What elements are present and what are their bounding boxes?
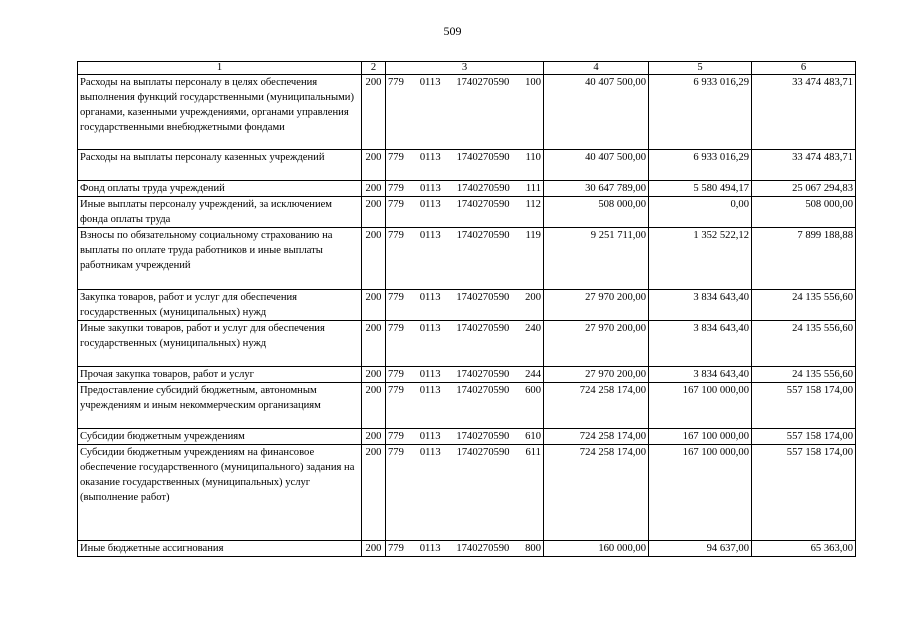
header-row: [78, 62, 856, 75]
row-classification-code: [386, 541, 544, 557]
row-type: 240: [525, 323, 541, 334]
row-target: 1740270590: [456, 230, 510, 241]
row-name: Расходы на выплаты персоналу казенных учреждений: [80, 152, 325, 163]
row-admin-code: 200: [362, 383, 386, 429]
row-col5: 167 100 000,00: [649, 445, 752, 541]
table-row: [78, 445, 856, 541]
row-col6: 7 899 188,88: [752, 228, 856, 290]
row-type: 100: [525, 77, 541, 88]
row-name: Фонд оплаты труда учреждений: [80, 183, 225, 194]
header-col-1: 1: [78, 62, 362, 75]
row-section: 779: [388, 385, 404, 396]
row-col4: 30 647 789,00: [544, 181, 649, 197]
row-section: 779: [388, 431, 404, 442]
row-type: 600: [525, 385, 541, 396]
row-col6: 557 158 174,00: [752, 383, 856, 429]
row-name: Субсидии бюджетным учреждениям: [80, 431, 245, 442]
row-name: Субсидии бюджетным учреждениям на финансовое обеспечение государственного (муниципального) задания на оказание государственных (муниципальных) услуг (выполнение работ): [80, 447, 355, 503]
header-col-2: 2: [362, 62, 386, 75]
row-admin-code: 200: [362, 429, 386, 445]
row-name-cell: [78, 321, 362, 367]
row-subsection: 0113: [419, 431, 441, 442]
row-section: 779: [388, 543, 404, 554]
row-col5: 1 352 522,12: [649, 228, 752, 290]
table-row: [78, 383, 856, 429]
row-name: Закупка товаров, работ и услуг для обеспечения государственных (муниципальных) нужд: [80, 292, 298, 318]
row-subsection: 0113: [419, 152, 441, 163]
row-col5: 94 637,00: [649, 541, 752, 557]
row-col4: 724 258 174,00: [544, 383, 649, 429]
row-classification-code: [386, 383, 544, 429]
row-col6: 24 135 556,60: [752, 367, 856, 383]
row-col6: 33 474 483,71: [752, 75, 856, 150]
row-name-cell: [78, 383, 362, 429]
row-col5: 3 834 643,40: [649, 321, 752, 367]
row-target: 1740270590: [456, 543, 510, 554]
header-col-6: 6: [752, 62, 856, 75]
row-subsection: 0113: [419, 183, 441, 194]
row-target: 1740270590: [456, 77, 510, 88]
table-row: [78, 197, 856, 228]
row-col4: 160 000,00: [544, 541, 649, 557]
row-type: 611: [525, 447, 541, 458]
row-col4: 724 258 174,00: [544, 445, 649, 541]
table-row: [78, 228, 856, 290]
row-col6: 24 135 556,60: [752, 290, 856, 321]
row-name: Иные закупки товаров, работ и услуг для обеспечения государственных (муниципальных) нужд: [80, 323, 325, 349]
row-col5: 6 933 016,29: [649, 75, 752, 150]
row-type: 244: [525, 369, 541, 380]
row-col4: 27 970 200,00: [544, 367, 649, 383]
row-subsection: 0113: [419, 77, 441, 88]
row-name-cell: [78, 290, 362, 321]
row-classification-code: [386, 75, 544, 150]
row-target: 1740270590: [456, 152, 510, 163]
row-subsection: 0113: [419, 323, 441, 334]
row-col6: 24 135 556,60: [752, 321, 856, 367]
row-col4: 27 970 200,00: [544, 290, 649, 321]
row-subsection: 0113: [419, 385, 441, 396]
row-subsection: 0113: [419, 543, 441, 554]
row-admin-code: 200: [362, 367, 386, 383]
row-section: 779: [388, 183, 404, 194]
table-row: [78, 150, 856, 181]
row-name-cell: [78, 150, 362, 181]
row-subsection: 0113: [419, 369, 441, 380]
row-col4: 27 970 200,00: [544, 321, 649, 367]
row-classification-code: [386, 367, 544, 383]
row-type: 610: [525, 431, 541, 442]
row-col6: 33 474 483,71: [752, 150, 856, 181]
row-col5: 0,00: [649, 197, 752, 228]
row-col6: 508 000,00: [752, 197, 856, 228]
table-row: [78, 367, 856, 383]
row-col4: 724 258 174,00: [544, 429, 649, 445]
row-name-cell: [78, 75, 362, 150]
row-target: 1740270590: [456, 183, 510, 194]
row-target: 1740270590: [456, 323, 510, 334]
row-name-cell: [78, 367, 362, 383]
row-name-cell: [78, 228, 362, 290]
row-target: 1740270590: [456, 385, 510, 396]
row-type: 119: [525, 230, 541, 241]
budget-table: [77, 61, 856, 557]
row-admin-code: 200: [362, 290, 386, 321]
row-target: 1740270590: [456, 369, 510, 380]
row-target: 1740270590: [456, 447, 510, 458]
row-admin-code: 200: [362, 541, 386, 557]
row-col6: 65 363,00: [752, 541, 856, 557]
row-type: 110: [525, 152, 541, 163]
row-classification-code: [386, 290, 544, 321]
row-admin-code: 200: [362, 197, 386, 228]
row-col5: 167 100 000,00: [649, 429, 752, 445]
row-admin-code: 200: [362, 228, 386, 290]
row-type: 200: [525, 292, 541, 303]
row-target: 1740270590: [456, 292, 510, 303]
row-admin-code: 200: [362, 150, 386, 181]
row-col5: 5 580 494,17: [649, 181, 752, 197]
row-section: 779: [388, 152, 404, 163]
row-section: 779: [388, 369, 404, 380]
row-subsection: 0113: [419, 199, 441, 210]
row-classification-code: [386, 445, 544, 541]
row-col5: 167 100 000,00: [649, 383, 752, 429]
row-subsection: 0113: [419, 447, 441, 458]
row-classification-code: [386, 197, 544, 228]
table-row: [78, 290, 856, 321]
row-admin-code: 200: [362, 321, 386, 367]
row-col5: 3 834 643,40: [649, 367, 752, 383]
row-col4: 40 407 500,00: [544, 75, 649, 150]
row-admin-code: 200: [362, 445, 386, 541]
row-col6: 557 158 174,00: [752, 445, 856, 541]
row-col6: 557 158 174,00: [752, 429, 856, 445]
table-row: [78, 541, 856, 557]
table-row: [78, 321, 856, 367]
row-section: 779: [388, 199, 404, 210]
row-name-cell: [78, 445, 362, 541]
row-classification-code: [386, 181, 544, 197]
row-section: 779: [388, 292, 404, 303]
row-col4: 508 000,00: [544, 197, 649, 228]
row-classification-code: [386, 150, 544, 181]
row-name-cell: [78, 541, 362, 557]
row-col4: 9 251 711,00: [544, 228, 649, 290]
table-row: [78, 429, 856, 445]
row-type: 800: [525, 543, 541, 554]
header-col-3: 3: [386, 62, 544, 75]
row-classification-code: [386, 321, 544, 367]
row-name-cell: [78, 181, 362, 197]
row-type: 112: [525, 199, 541, 210]
table-row: [78, 181, 856, 197]
row-col6: 25 067 294,83: [752, 181, 856, 197]
row-subsection: 0113: [419, 230, 441, 241]
header-col-5: 5: [649, 62, 752, 75]
row-name: Иные выплаты персоналу учреждений, за исключением фонда оплаты труда: [80, 199, 333, 225]
row-col5: 3 834 643,40: [649, 290, 752, 321]
row-section: 779: [388, 77, 404, 88]
row-col5: 6 933 016,29: [649, 150, 752, 181]
row-admin-code: 200: [362, 181, 386, 197]
row-section: 779: [388, 323, 404, 334]
row-type: 111: [525, 183, 541, 194]
row-section: 779: [388, 230, 404, 241]
header-col-4: 4: [544, 62, 649, 75]
row-subsection: 0113: [419, 292, 441, 303]
row-classification-code: [386, 429, 544, 445]
row-name-cell: [78, 429, 362, 445]
row-target: 1740270590: [456, 199, 510, 210]
row-name: Взносы по обязательному социальному страхованию на выплаты по оплате труда работников и иные выплаты работникам учреждений: [80, 230, 333, 271]
row-section: 779: [388, 447, 404, 458]
row-target: 1740270590: [456, 431, 510, 442]
row-name: Иные бюджетные ассигнования: [80, 543, 224, 554]
row-name-cell: [78, 197, 362, 228]
row-name: Предоставление субсидий бюджетным, автономным учреждениям и иным некоммерческим организациям: [80, 385, 321, 411]
row-admin-code: 200: [362, 75, 386, 150]
page-number: 509: [443, 24, 462, 38]
row-classification-code: [386, 228, 544, 290]
table-row: [78, 75, 856, 150]
row-name: Прочая закупка товаров, работ и услуг: [80, 369, 255, 380]
row-name: Расходы на выплаты персоналу в целях обеспечения выполнения функций государственными (муниципальными) органами, казенными учреждениями, органами управления государственными внебюджетными фондами: [80, 77, 354, 133]
row-col4: 40 407 500,00: [544, 150, 649, 181]
